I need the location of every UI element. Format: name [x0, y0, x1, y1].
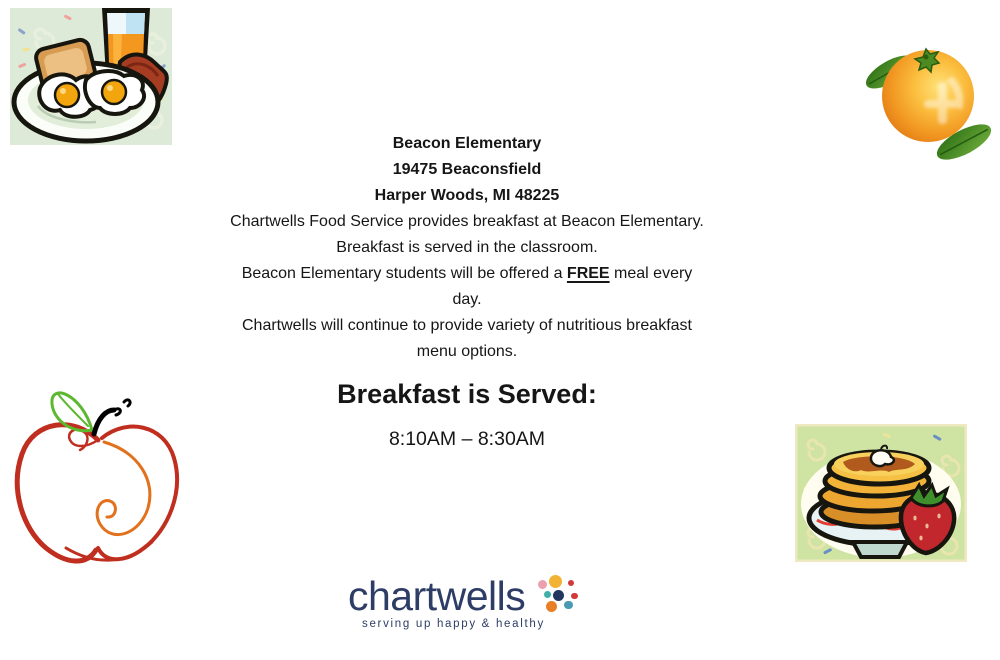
logo-dot-red-top — [568, 580, 575, 587]
school-name: Beacon Elementary — [392, 135, 542, 152]
chartwells-tagline: serving up happy & healthy — [362, 618, 545, 630]
logo-dot-red-right — [571, 593, 578, 600]
paragraph-menu-options — [167, 313, 767, 365]
apple-clipart-icon — [10, 378, 190, 583]
free-meal-text-after: meal every — [609, 265, 693, 282]
served-heading: Breakfast is Served: — [337, 379, 597, 409]
breakfast-clipart-icon — [10, 8, 172, 145]
served-time: 8:10AM – 8:30AM — [388, 428, 546, 450]
free-meal-text-before: Beacon Elementary students will be offered a — [241, 265, 567, 282]
paragraph-free-meal — [167, 261, 767, 313]
logo-dot-navy — [553, 590, 564, 601]
flyer-body — [167, 131, 767, 452]
free-meal-text-line2: day. — [452, 291, 482, 308]
chartwells-dots-icon — [528, 574, 578, 614]
pancakes-clipart-svg — [795, 424, 967, 562]
orange-clipart-svg — [862, 30, 997, 165]
logo-dot-teal — [544, 591, 551, 598]
school-address: 19475 Beaconsfield — [392, 161, 542, 178]
school-city-state-zip: Harper Woods, MI 48225 — [374, 187, 560, 204]
logo-dot-steel-blue — [564, 601, 573, 610]
logo-dot-pink — [538, 580, 547, 589]
free-emphasis: FREE — [566, 265, 610, 282]
chartwells-logo-row — [348, 573, 578, 619]
apple-clipart-svg — [10, 378, 190, 583]
menu-options-line1: Chartwells will continue to provide variety of nutritious breakfast — [242, 317, 692, 334]
chartwells-logo — [348, 573, 578, 631]
pancakes-clipart-icon — [795, 424, 967, 562]
paragraph-classroom: Breakfast is served in the classroom. — [336, 239, 598, 256]
logo-dot-orange — [546, 601, 557, 612]
logo-dot-yellow — [549, 575, 562, 588]
breakfast-clipart-svg — [10, 8, 172, 145]
paragraph-provider: Chartwells Food Service provides breakfast at Beacon Elementary. — [230, 213, 704, 230]
chartwells-wordmark: chartwells — [348, 573, 526, 619]
menu-options-line2: menu options. — [416, 343, 518, 360]
orange-clipart-icon — [862, 30, 997, 165]
